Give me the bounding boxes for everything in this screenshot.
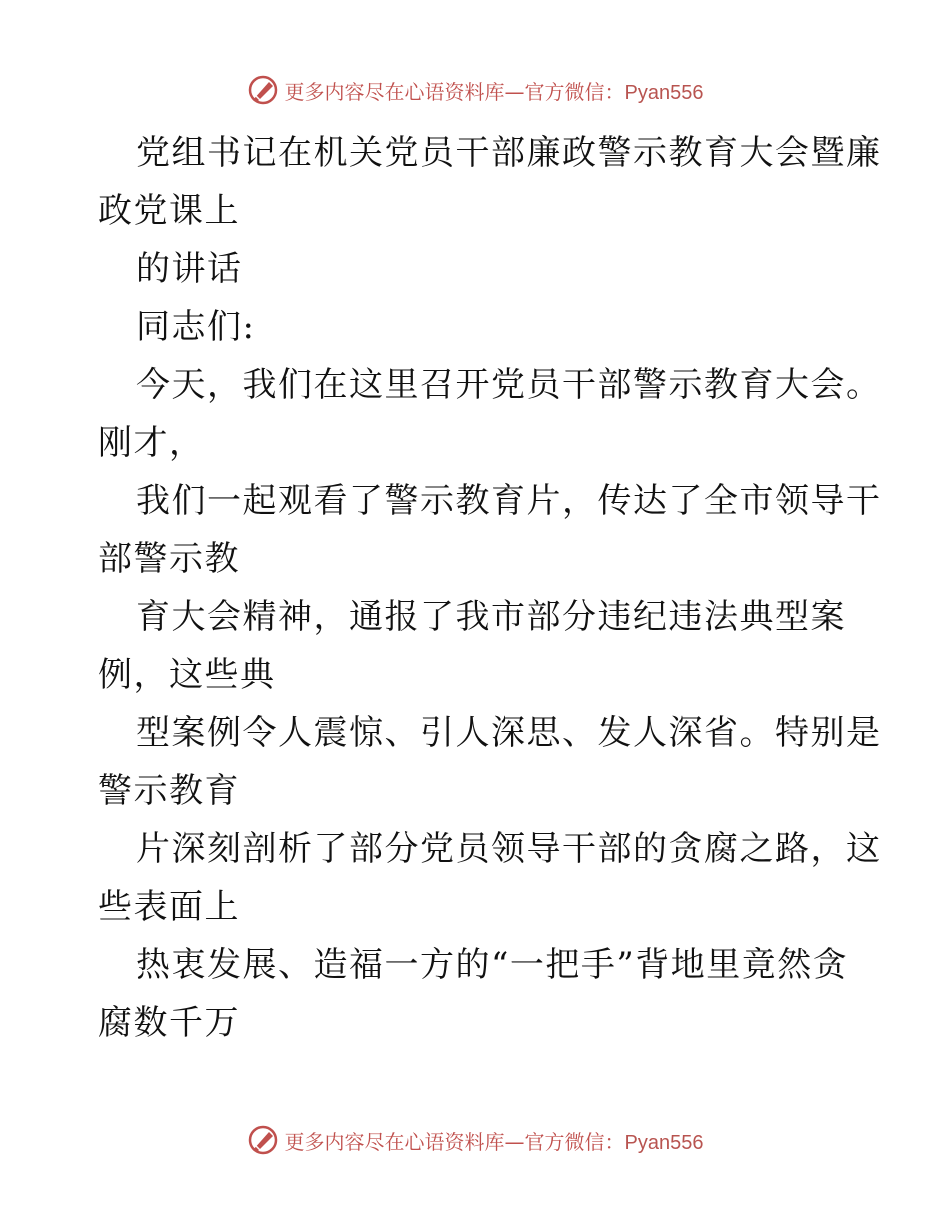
- footer-site-name: 更多内容尽在心语资料库: [284, 1129, 505, 1154]
- footer-banner-text: [285, 1126, 704, 1155]
- text-line: 些表面上: [98, 887, 240, 927]
- text-line: 党组书记在机关党员干部廉政警示教育大会暨廉: [136, 133, 882, 173]
- text-line: 同志们:: [136, 307, 256, 347]
- header-dash: —: [504, 79, 525, 104]
- text-line: 刚才，: [98, 423, 205, 463]
- text-line: 型案例令人震惊、引人深思、发人深省。特别是: [136, 713, 882, 753]
- text-line: 警示教育: [98, 771, 240, 811]
- quill-logo-icon: [247, 74, 279, 106]
- header-wechat-id: Pyan556: [624, 81, 704, 104]
- text-line: 部警示教: [98, 539, 240, 579]
- text-line: 例，这些典: [98, 655, 276, 695]
- footer-wechat-id: Pyan556: [624, 1131, 704, 1154]
- header-site-name: 更多内容尽在心语资料库: [284, 79, 505, 104]
- footer-dash: —: [504, 1129, 525, 1154]
- footer-wechat-label: 官方微信：: [524, 1129, 625, 1154]
- text-line: 腐数千万: [98, 1003, 240, 1043]
- text-line: 片深刻剖析了部分党员领导干部的贪腐之路，这: [136, 829, 882, 869]
- text-line: 的讲话: [136, 249, 243, 289]
- header-banner: [0, 70, 950, 110]
- text-line: 今天，我们在这里召开党员干部警示教育大会。: [136, 365, 882, 405]
- footer-banner: [0, 1120, 950, 1160]
- text-line: 热衷发展、造福一方的“一把手”背地里竟然贪: [136, 945, 849, 985]
- header-wechat-label: 官方微信：: [524, 79, 625, 104]
- quill-logo-icon: [247, 1124, 279, 1156]
- header-banner-text: [285, 76, 704, 105]
- text-line: 政党课上: [98, 191, 240, 231]
- document-body: [98, 124, 882, 1052]
- text-line: 我们一起观看了警示教育片，传达了全市领导干: [136, 481, 882, 521]
- text-line: 育大会精神，通报了我市部分违纪违法典型案: [136, 597, 846, 637]
